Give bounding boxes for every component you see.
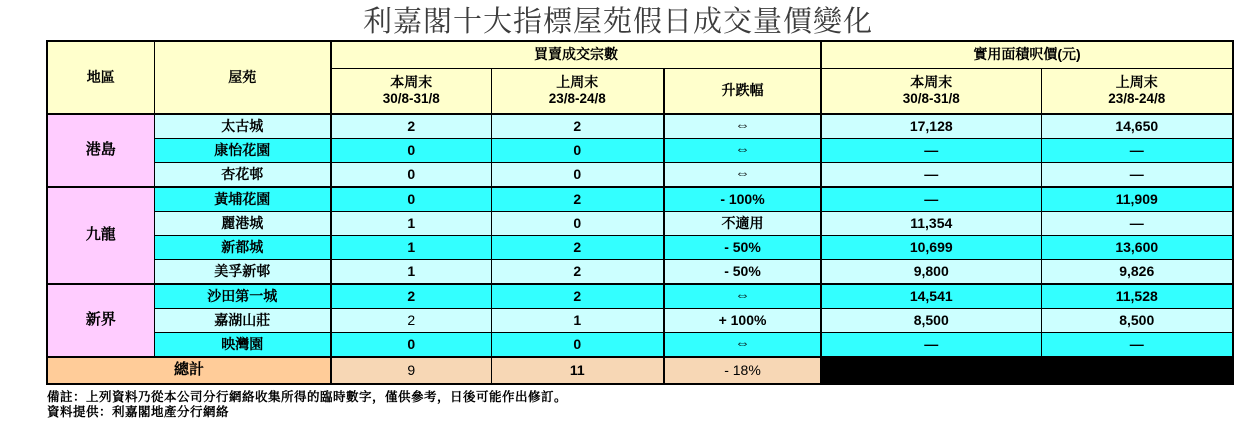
deals-last-weekend-cell: 0 [491, 211, 664, 235]
region-cell: 港島 [47, 114, 154, 187]
estates-table [46, 40, 1234, 385]
price-this-weekend-cell: — [821, 187, 1041, 212]
table-row [47, 259, 1233, 284]
deals-last-weekend-cell: 2 [491, 187, 664, 212]
deals-last-weekend-cell: 0 [491, 162, 664, 187]
deals-this-weekend-cell: 2 [331, 114, 491, 139]
col-header-change: 升跌幅 [664, 68, 821, 114]
col-header-region: 地區 [47, 41, 154, 114]
col-group-price: 實用面積呎價(元) [821, 41, 1233, 69]
deals-this-weekend-cell: 1 [331, 259, 491, 284]
change-cell: + 100% [664, 308, 821, 332]
col-header-price-this-weekend [821, 68, 1041, 114]
footnote-remark: 備註：上列資料乃從本公司分行網絡收集所得的臨時數字，僅供參考，日後可能作出修訂。 [47, 389, 568, 404]
price-this-weekend-cell: 11,354 [821, 211, 1041, 235]
period-dates: 30/8-31/8 [382, 91, 440, 107]
table-row [47, 211, 1233, 235]
estate-cell: 美孚新邨 [154, 259, 331, 284]
table-row [47, 138, 1233, 162]
change-cell: ⇔ [664, 138, 821, 162]
region-cell: 新界 [47, 284, 154, 357]
col-group-transactions: 買賣成交宗數 [331, 41, 821, 69]
price-last-weekend-cell: — [1041, 211, 1233, 235]
change-cell: - 100% [664, 187, 821, 212]
price-last-weekend-cell: 14,650 [1041, 114, 1233, 139]
table-row [47, 187, 1233, 212]
deals-this-weekend-cell: 1 [331, 211, 491, 235]
table-row [47, 114, 1233, 139]
period-label: 本周末 [390, 73, 433, 90]
total-change-cell: - 18% [664, 357, 821, 384]
footnotes [47, 390, 1236, 421]
deals-this-weekend-cell: 0 [331, 187, 491, 212]
estate-cell: 太古城 [154, 114, 331, 139]
deals-last-weekend-cell: 0 [491, 138, 664, 162]
deals-this-weekend-cell: 2 [331, 308, 491, 332]
price-last-weekend-cell: 9,826 [1041, 259, 1233, 284]
deals-last-weekend-cell: 2 [491, 114, 664, 139]
price-this-weekend-cell: 17,128 [821, 114, 1041, 139]
estate-cell: 杏花邨 [154, 162, 331, 187]
deals-last-weekend-cell: 2 [491, 284, 664, 309]
estate-cell: 麗港城 [154, 211, 331, 235]
price-last-weekend-cell: — [1041, 332, 1233, 357]
col-header-deals-this-weekend [331, 68, 491, 114]
period-label: 上周末 [556, 73, 599, 90]
period-label: 本周末 [910, 73, 953, 90]
total-label-cell: 總計 [47, 357, 331, 384]
total-deals-this-weekend-cell: 9 [331, 357, 491, 384]
period-dates: 30/8-31/8 [902, 91, 960, 107]
table-row [47, 162, 1233, 187]
price-last-weekend-cell: 11,528 [1041, 284, 1233, 309]
page-title: 利嘉閣十大指標屋苑假日成交量價變化 [362, 6, 873, 38]
deals-last-weekend-cell: 2 [491, 235, 664, 259]
price-this-weekend-cell: 14,541 [821, 284, 1041, 309]
estate-cell: 黃埔花園 [154, 187, 331, 212]
estate-cell: 嘉湖山莊 [154, 308, 331, 332]
deals-this-weekend-cell: 0 [331, 162, 491, 187]
price-last-weekend-cell: — [1041, 138, 1233, 162]
total-price-blackout-cell [821, 357, 1233, 384]
footnote-source: 資料提供：利嘉閣地產分行網絡 [47, 405, 230, 420]
change-cell: - 50% [664, 235, 821, 259]
table-row [47, 284, 1233, 309]
deals-last-weekend-cell: 2 [491, 259, 664, 284]
col-header-estate: 屋苑 [154, 41, 331, 114]
table-row [47, 332, 1233, 357]
col-header-price-last-weekend [1041, 68, 1233, 114]
price-last-weekend-cell: — [1041, 162, 1233, 187]
change-cell: - 50% [664, 259, 821, 284]
deals-this-weekend-cell: 1 [331, 235, 491, 259]
change-cell: ⇔ [664, 114, 821, 139]
period-dates: 23/8-24/8 [1108, 91, 1166, 107]
deals-this-weekend-cell: 2 [331, 284, 491, 309]
estate-cell: 沙田第一城 [154, 284, 331, 309]
table-header [47, 41, 1233, 114]
change-cell: ⇔ [664, 332, 821, 357]
col-header-deals-last-weekend [491, 68, 664, 114]
header-row-groups [47, 41, 1233, 69]
table-row [47, 308, 1233, 332]
deals-this-weekend-cell: 0 [331, 138, 491, 162]
change-cell: ⇔ [664, 162, 821, 187]
estate-cell: 映灣園 [154, 332, 331, 357]
table-row [47, 235, 1233, 259]
period-label: 上周末 [1115, 73, 1158, 90]
estate-cell: 新都城 [154, 235, 331, 259]
price-this-weekend-cell: 9,800 [821, 259, 1041, 284]
change-cell: 不適用 [664, 211, 821, 235]
price-this-weekend-cell: — [821, 138, 1041, 162]
deals-last-weekend-cell: 1 [491, 308, 664, 332]
price-this-weekend-cell: 8,500 [821, 308, 1041, 332]
total-row [47, 357, 1233, 384]
deals-this-weekend-cell: 0 [331, 332, 491, 357]
price-this-weekend-cell: 10,699 [821, 235, 1041, 259]
total-deals-last-weekend-cell: 11 [491, 357, 664, 384]
region-cell: 九龍 [47, 187, 154, 284]
price-last-weekend-cell: 11,909 [1041, 187, 1233, 212]
period-dates: 23/8-24/8 [548, 91, 606, 107]
price-this-weekend-cell: — [821, 162, 1041, 187]
estate-cell: 康怡花園 [154, 138, 331, 162]
change-cell: ⇔ [664, 284, 821, 309]
price-last-weekend-cell: 8,500 [1041, 308, 1233, 332]
deals-last-weekend-cell: 0 [491, 332, 664, 357]
price-this-weekend-cell: — [821, 332, 1041, 357]
price-last-weekend-cell: 13,600 [1041, 235, 1233, 259]
table-body [47, 114, 1233, 384]
